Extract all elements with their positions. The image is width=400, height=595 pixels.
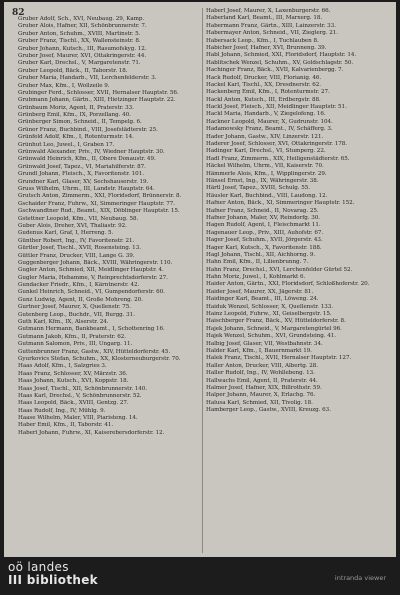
directory-entry: Gudenus Karl, Graf, I, Herreng. 5. bbox=[18, 230, 114, 237]
directory-entry: Hagl Johann, Tischl., XII, Aichhorng. 9. bbox=[206, 251, 316, 258]
directory-entry: Haider Josef, Maurer, XX, Jägerstr. 81. bbox=[206, 288, 314, 295]
directory-entry: Gutmann Jakob, Kfm., II, Praterstr. 62. bbox=[18, 333, 126, 340]
directory-entry: Gyurkovics Stefan, Schuhm., XX, Klosterneuburgerstr. 70. bbox=[18, 355, 181, 362]
directory-entry: Halmer Josef, Hafner, XIX, Billrothstr. 59. bbox=[206, 384, 322, 391]
directory-entry: Haberland Karl, Beamt., III, Marxerg. 18. bbox=[206, 15, 323, 22]
directory-entry: Haider Anton, Gärtn., XXI, Floridsdorf, Schloßhoferstr. 20. bbox=[206, 281, 370, 288]
directory-entry: Halper Johann, Maurer, X, Erlachg. 76. bbox=[206, 392, 316, 399]
directory-entry: Hänsel Ernst, Ing., IX, Währingerstr. 38. bbox=[206, 177, 319, 184]
directory-entry: Hagen Rudolf, Agent, I, Fleischmarkt 11. bbox=[206, 222, 321, 229]
directory-entry: Gunz Ludwig, Agent, II, Große Mohreng. 20. bbox=[18, 296, 143, 303]
directory-entry: Häusler Karl, Buchbind., VIII, Laudong. 12. bbox=[206, 192, 328, 199]
directory-entry: Hahn Moriz, Juwel., I, Kohlmarkt 6. bbox=[206, 274, 306, 281]
directory-entry: Guth Karl, Kfm., IX, Alserstr. 24. bbox=[18, 319, 109, 326]
directory-entry: Haller Anton, Drucker, VIII, Albertg. 28. bbox=[206, 362, 319, 369]
directory-entry: Haase Wilhelm, Maler, VIII, Piaristeng. 14. bbox=[18, 415, 138, 422]
directory-entry: Gunkel Heinrich, Schneid., VI, Gumpendorferstr. 60. bbox=[18, 289, 165, 296]
document-page bbox=[4, 2, 396, 557]
directory-entry: Gugler Maria, Hebamme, V, Reinprechtsdorferstr. 27. bbox=[18, 274, 168, 281]
directory-entry: Gschaider Franz, Fuhrw., XI, Simmeringer Hauptstr. 77. bbox=[18, 200, 176, 207]
directory-entry: Hainz Leopold, Fuhrw., XI, Geiselbergstr. 15. bbox=[206, 311, 332, 318]
directory-entry: Haas Adolf, Kfm., I, Salzgries 3. bbox=[18, 363, 107, 370]
directory-entry: Halder Karl, Kfm., I, Bauernmarkt 19. bbox=[206, 347, 312, 354]
directory-entry: Gruber Alois, Hafner, XII, Schönbrunnerstr. 7. bbox=[18, 23, 147, 30]
directory-entry: Haber Emil, Kfm., II, Taborstr. 41. bbox=[18, 422, 114, 429]
directory-entry: Gruber Johann, Kutsch., III, Rasumofskyg. 12. bbox=[18, 45, 147, 52]
directory-entry: Hackel Karl, Tischl., XX, Dresdnerstr. 62. bbox=[206, 81, 321, 88]
directory-entry: Hadl Franz, Zimmerm., XIX, Heiligenstädterstr. 65. bbox=[206, 155, 350, 162]
directory-entry: Härtl Josef, Tapez., XVIII, Schulg. 55. bbox=[206, 185, 310, 192]
directory-entry: Haischberger Franz, Bäck., XV, Hütteldorferstr. 8. bbox=[206, 318, 346, 325]
directory-entry: Grüner Franz, Buchbind., VIII, Josefstädterstr. 25. bbox=[18, 126, 158, 133]
directory-entry: Gürtler Josef, Tischl., XVII, Rosensteing. 13. bbox=[18, 245, 141, 252]
directory-entry: Haiduk Wenzel, Schlosser, X, Quellenstr. 133. bbox=[206, 303, 334, 310]
directory-entry: Haas Johann, Kutsch., XVI, Koppstr. 18. bbox=[18, 378, 129, 385]
directory-entry: Hackenberg Emil, Kfm., I, Rotenturmstr. 27. bbox=[206, 89, 330, 96]
directory-entry: Grubmann Johann, Gärtn., XIII, Hietzinger Hauptstr. 22. bbox=[18, 97, 176, 104]
directory-entry: Halusa Karl, Schmied, XII, Tivolig. 18. bbox=[206, 399, 313, 406]
logo-line-1: oö landes bbox=[8, 560, 69, 574]
directory-entry: Gstettner Leopold, Kfm., VII, Neubaug. 58. bbox=[18, 215, 139, 222]
directory-entry: Grünhut Leo, Juwel., I, Graben 17. bbox=[18, 141, 115, 148]
directory-entry: Hadinger Karl, Drechsl., VI, Stumperg. 22. bbox=[206, 148, 326, 155]
viewer-label: intranda viewer bbox=[334, 574, 386, 582]
directory-entry: Grünberg Emil, Kfm., IX, Porzellang. 40. bbox=[18, 112, 131, 119]
directory-entry: Hackner Leopold, Maurer, X, Gudrunstr. 104. bbox=[206, 118, 333, 125]
directory-entry: Gruber Franz, Tischl., XX, Wallensteinstr. 8. bbox=[18, 38, 141, 45]
directory-entry: Hader Johann, Gastw., XIV, Linzerstr. 121. bbox=[206, 133, 324, 140]
directory-entry: Hafner Franz, Schneid., II, Novarag. 25. bbox=[206, 207, 319, 214]
directory-entry: Hajek Johann, Schneid., V, Margaretengürtel 96. bbox=[206, 325, 342, 332]
directory-entry: Grünfeld Adolf, Kfm., I, Rotenturmstr. 14. bbox=[18, 134, 134, 141]
directory-entry: Hager Karl, Kutsch., X, Favoritenstr. 188. bbox=[206, 244, 322, 251]
left-column bbox=[18, 16, 200, 557]
directory-entry: Habermann Franz, Gärtn., XIII, Lainzerstr. 33. bbox=[206, 22, 336, 29]
directory-entry: Habicher Josef, Hafner, XVI, Brunneng. 39. bbox=[206, 44, 327, 51]
directory-entry: Gruber Max, Kfm., I, Wollzeile 9. bbox=[18, 82, 110, 89]
directory-entry: Gruber Maria, Handarb., VII, Lerchenfelderstr. 3. bbox=[18, 75, 157, 82]
directory-entry: Hackl Anton, Kutsch., III, Erdbergstr. 88. bbox=[206, 96, 321, 103]
directory-entry: Haas Franz, Schlosser, XV, Märzstr. 36. bbox=[18, 370, 128, 377]
directory-entry: Grünwald Alexander, Priv., IV, Wiedner Hauptstr. 30. bbox=[18, 149, 165, 156]
directory-entry: Hachinger Franz, Bäck., XVII, Kalvarienbergg. 7. bbox=[206, 67, 344, 74]
library-logo bbox=[8, 561, 98, 587]
directory-entry: Halek Franz, Tischl., XVII, Hernalser Hauptstr. 127. bbox=[206, 355, 352, 362]
directory-entry: Haas Josef, Tischl., XII, Schönbrunnerstr. 140. bbox=[18, 385, 148, 392]
directory-entry: Hadamowsky Franz, Beamt., IV, Schäfferg. 3. bbox=[206, 126, 333, 133]
directory-entry: Hallwachs Emil, Agent, II, Praterstr. 44. bbox=[206, 377, 318, 384]
directory-entry: Hafner Johann, Maler, XV, Reindorfg. 30. bbox=[206, 214, 320, 221]
directory-entry: Haller Rudolf, Ing., IV, Wohllebeng. 13. bbox=[206, 370, 315, 377]
directory-entry: Haas Karl, Drechsl., V, Schönbrunnerstr. 52. bbox=[18, 392, 142, 399]
directory-entry: Grünbaum Moriz, Agent, II, Praterstr. 33. bbox=[18, 104, 134, 111]
directory-entry: Haas Leopold, Bäck., XVIII, Gentzg. 27. bbox=[18, 400, 129, 407]
directory-entry: Guttenbrunner Franz, Gastw., XIV, Hütteldorferstr. 45. bbox=[18, 348, 171, 355]
directory-entry: Gruber Leopold, Bäck., II, Taborstr. 18. bbox=[18, 67, 128, 74]
directory-entry: Gruber Josef, Maurer, XVI, Ottakringerstr. 44. bbox=[18, 52, 147, 59]
directory-entry: Haderer Josef, Schlosser, XVI, Ottakringerstr. 178. bbox=[206, 141, 348, 148]
directory-entry: Hahn Emil, Kfm., II, Lilienbrunng. 7. bbox=[206, 259, 309, 266]
directory-entry: Gruber Anton, Schuhm., XVIII, Martinstr. 5. bbox=[18, 30, 141, 37]
directory-entry: Grünwald Heinrich, Kfm., II, Obere Donaustr. 49. bbox=[18, 156, 156, 163]
directory-entry: Haberl Johann, Fuhrw., XI, Kaiserebersdorferstr. 12. bbox=[18, 429, 165, 436]
directory-entry: Gutmann Hermann, Bankbeamt., I, Schottenring 16. bbox=[18, 326, 165, 333]
directory-entry: Hackl Maria, Handarb., V, Ziegelofeng. 16. bbox=[206, 111, 326, 118]
directory-entry: Haas Rudolf, Ing., IV, Mühlg. 9. bbox=[18, 407, 106, 414]
directory-entry: Guggenberger Johann, Bäck., XVIII, Währingerstr. 110. bbox=[18, 259, 173, 266]
directory-entry: Hackl Josef, Fleisch., XII, Meidlinger Hauptstr. 51. bbox=[206, 104, 347, 111]
directory-entry: Gruber Adolf, Sch., XVI, Neubaug. 29, Kamp. bbox=[18, 16, 145, 22]
directory-entry: Gruber Karl, Drechsl., V, Margaretenstr. 71. bbox=[18, 60, 141, 67]
right-column bbox=[206, 8, 388, 553]
directory-entry: Gutenberg Leop., Buchdr., VII, Burgg. 31. bbox=[18, 311, 135, 318]
directory-entry: Grünberger Simon, Schneid., II, Tempelg. 6. bbox=[18, 119, 142, 126]
directory-entry: Güttler Franz, Drucker, VIII, Lange G. 39. bbox=[18, 252, 135, 259]
directory-entry: Gschwandtner Rud., Beamt., XIX, Döblinger Hauptstr. 15. bbox=[18, 208, 180, 215]
directory-entry: Grundl Johann, Fleisch., X, Favoritenstr. 101. bbox=[18, 171, 144, 178]
directory-entry: Halbig Josef, Glaser, VII, Westbahnstr. 34. bbox=[206, 340, 323, 347]
directory-entry: Hahn Franz, Drechsl., XVI, Lerchenfelder Gürtel 52. bbox=[206, 266, 353, 273]
directory-entry: Grundner Karl, Glaser, XV, Sechshauserstr. 19. bbox=[18, 178, 149, 185]
directory-entry: Hack Rudolf, Drucker, VIII, Florianig. 46. bbox=[206, 74, 322, 81]
directory-entry: Gurtner Josef, Maurer, X, Quellenstr. 75. bbox=[18, 304, 131, 311]
directory-entry: Haberl Josef, Maurer, X, Laxenburgerstr. 66. bbox=[206, 8, 331, 14]
page-number: 82 bbox=[12, 8, 25, 18]
directory-entry: Habl Johann, Schmied, XXI, Floridsdorf, Hauptstr. 14. bbox=[206, 52, 357, 59]
directory-entry: Gundacker Friedr., Kfm., I, Kärntnerstr. 42. bbox=[18, 282, 140, 289]
column-divider bbox=[202, 8, 203, 553]
directory-entry: Hajek Wenzel, Schuhm., XVI, Grundsteing. 41. bbox=[206, 333, 337, 340]
directory-entry: Hamberger Leop., Gastw., XVIII, Kreuzg. 63. bbox=[206, 407, 331, 414]
directory-entry: Günther Robert, Ing., IV, Favoritenstr. 21. bbox=[18, 237, 135, 244]
directory-entry: Gutmann Salomon, Priv., III, Ungarg. 11. bbox=[18, 341, 133, 348]
directory-entry: Habersack Leop., Kfm., I, Tuchlauben 8. bbox=[206, 37, 319, 44]
directory-entry: Hager Josef, Schuhm., XVII, Jörgerstr. 43. bbox=[206, 237, 323, 244]
directory-entry: Grünwald Josef, Tapez., VI, Mariahilferstr. 87. bbox=[18, 163, 146, 170]
directory-entry: Guber Alois, Dreher, XVI, Thaliastr. 92. bbox=[18, 222, 127, 229]
directory-entry: Gugler Anton, Schmied, XII, Meidlinger Hauptstr. 4. bbox=[18, 267, 164, 274]
directory-entry: Habermayer Anton, Schneid., VII, Zieglerg. 21. bbox=[206, 30, 339, 37]
directory-entry: Hafner Anton, Bäck., XI, Simmeringer Hauptstr. 152. bbox=[206, 200, 355, 207]
logo-line-2: III bibliothek bbox=[8, 573, 98, 587]
directory-entry: Grutsch Anton, Zimmerm., XXI, Floridsdorf, Brünnerstr. 8. bbox=[18, 193, 182, 200]
directory-entry: Grubinger Ferd., Schlosser, XVII, Hernalser Hauptstr. 56. bbox=[18, 89, 179, 96]
directory-entry: Gruss Wilhelm, Uhrm., III, Landstr. Hauptstr. 64. bbox=[18, 185, 155, 192]
directory-entry: Hablitschek Wenzel, Schuhm., XV, Goldschlagstr. 50. bbox=[206, 59, 354, 66]
directory-entry: Hagenauer Leop., Priv., XIII, Auhofstr. 67. bbox=[206, 229, 324, 236]
directory-entry: Hämmerle Alois, Kfm., I, Wipplingerstr. 29. bbox=[206, 170, 327, 177]
directory-entry: Haidinger Karl, Beamt., III, Löweng. 24. bbox=[206, 296, 319, 303]
directory-entry: Häckel Wilhelm, Uhrm., VII, Kaiserstr. 70. bbox=[206, 163, 324, 170]
